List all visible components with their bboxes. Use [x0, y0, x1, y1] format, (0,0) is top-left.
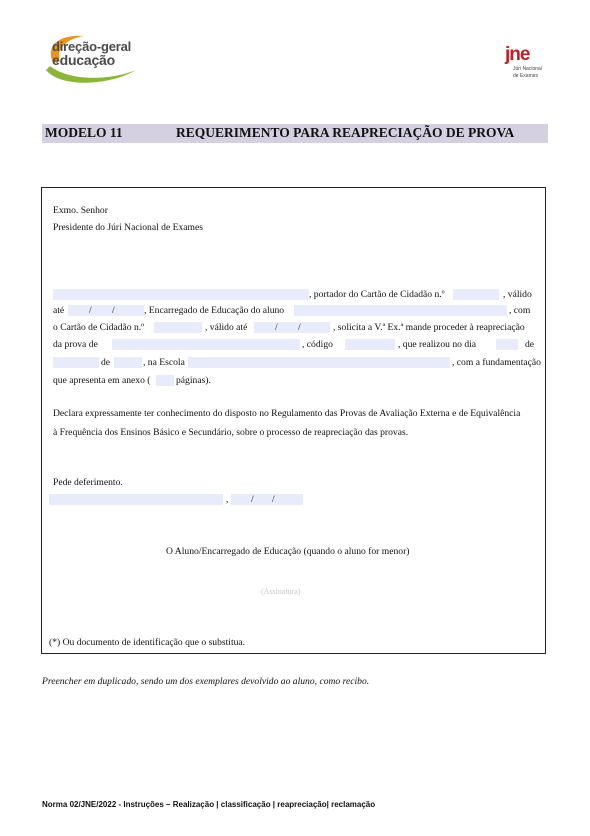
form-title: REQUERIMENTO PARA REAPRECIAÇÃO DE PROVA — [176, 125, 515, 140]
label-portador: , portador do Cartão de Cidadão n.º — [309, 289, 445, 300]
footer-norma: Norma 02/JNE/2022 - Instruções – Realização | classificação | reapreciação| reclamação — [42, 800, 376, 809]
label-realizou: , que realizou no dia — [398, 339, 477, 350]
dge-logo-line1: direção-geral — [52, 39, 132, 54]
signature-hint: (Assinatura) — [261, 587, 301, 596]
label-com: , com — [509, 305, 531, 316]
date-slash: / — [275, 322, 278, 333]
label-encarregado: , Encarregado de Educação do aluno — [144, 305, 285, 316]
label-de-2: de — [101, 357, 111, 368]
pages-field[interactable] — [156, 375, 174, 386]
exam-name-field[interactable] — [112, 339, 300, 350]
label-anexo: que apresenta em anexo ( — [53, 375, 151, 386]
jne-logo-line2: de Exames — [513, 73, 539, 79]
label-solicita: , solicita a V.ª Ex.ª mande proceder à reapreciação — [333, 322, 525, 333]
form-box — [41, 187, 546, 654]
deferimento: Pede deferimento. — [53, 477, 123, 488]
place-field[interactable] — [49, 494, 223, 505]
model-number: MODELO 11 — [45, 125, 123, 140]
student-validity-field[interactable] — [254, 322, 330, 333]
date-slash: / — [298, 322, 301, 333]
validity-date-field[interactable] — [68, 305, 144, 316]
date-slash: / — [112, 305, 115, 316]
label-valido: , válido — [503, 289, 532, 300]
signer-label: O Aluno/Encarregado de Educação (quando o aluno for menor) — [166, 546, 410, 557]
label-cartao: o Cartão de Cidadão n.º — [53, 322, 145, 333]
date-slash: / — [251, 494, 254, 505]
label-valido-ate: , válido até — [205, 322, 248, 333]
student-name-field[interactable] — [294, 305, 507, 316]
duplicate-note: Preencher em duplicado, sendo um dos exemplares devolvido ao aluno, como recibo. — [42, 676, 370, 687]
date-slash: / — [272, 494, 275, 505]
declaration-line-2: à Frequência dos Ensinos Básico e Secundário, sobre o processo de reapreciação das provas. — [53, 427, 409, 438]
jne-logo-letters: jne — [505, 44, 530, 65]
declaration-line-1: Declara expressamente ter conhecimento do disposto no Regulamento das Provas de Avaliação Externa e de Equivalência — [53, 408, 521, 419]
footnote: (*) Ou documento de identificação que o substitua. — [49, 637, 246, 648]
school-field[interactable] — [188, 357, 450, 368]
exam-code-field[interactable] — [345, 339, 395, 350]
label-da-prova: da prova de — [53, 339, 98, 350]
jne-logo — [503, 44, 553, 84]
label-fundamentacao: , com a fundamentação — [452, 357, 541, 368]
exam-year-field[interactable] — [114, 357, 142, 368]
addressee: Presidente do Júri Nacional de Exames — [53, 222, 203, 233]
label-paginas: páginas). — [176, 375, 211, 386]
label-codigo: , código — [302, 339, 333, 350]
dge-logo-line2: educação — [52, 52, 115, 68]
salutation: Exmo. Senhor — [53, 205, 108, 216]
label-escola: , na Escola — [143, 357, 185, 368]
exam-day-field[interactable] — [496, 339, 518, 350]
exam-month-field[interactable] — [53, 357, 99, 368]
cc-number-field[interactable] — [453, 289, 499, 300]
name-field[interactable] — [53, 289, 309, 300]
student-cc-field[interactable] — [154, 322, 202, 333]
label-de: de — [525, 339, 535, 350]
jne-logo-line1: Júri Nacional — [513, 66, 542, 72]
label-ate: até — [53, 305, 65, 316]
date-slash: / — [89, 305, 92, 316]
date-field[interactable] — [231, 494, 303, 505]
date-comma: , — [226, 494, 229, 505]
